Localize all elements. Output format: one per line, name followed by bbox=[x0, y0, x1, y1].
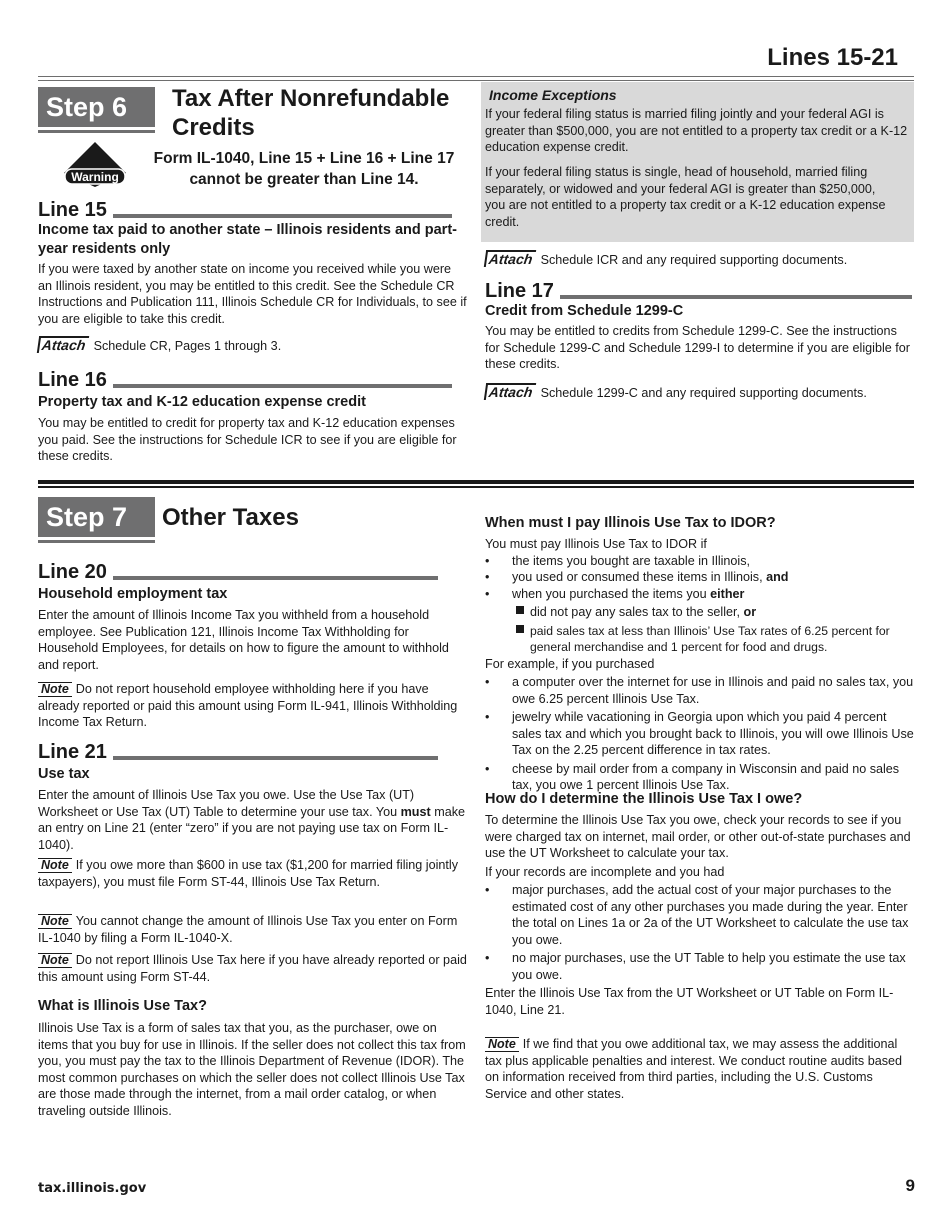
list-item: • jewelry while vacationing in Georgia upon which you paid 4 percent sales tax and which you brought back to Illinois, you will owe Illinois Use Tax on the 2.25 percent difference in tax rates. bbox=[485, 709, 915, 759]
line17-subtitle: Credit from Schedule 1299-C bbox=[485, 303, 684, 319]
list-item: • when you purchased the items you either bbox=[485, 586, 915, 603]
step6-title: Tax After Nonrefundable Credits bbox=[172, 85, 450, 141]
list-item: • major purchases, add the actual cost of your major purchases to the estimated cost of any other purchases you made during the year. Enter the total on Lines 1a or 2a of the UT Worksheet to calculate the use tax you owe. bbox=[485, 882, 913, 948]
line15-attach: Attach Schedule CR, Pages 1 through 3. bbox=[38, 336, 468, 355]
line21-body: Enter the amount of Illinois Use Tax you owe. Use the Use Tax (UT) Worksheet or Use Tax (UT) Table to determine your use tax. You must make an entry on Line 21 (enter “zero” if you are not paying use tax on Form IL-1040). bbox=[38, 788, 465, 852]
when-pay-list bbox=[485, 553, 915, 603]
what-is-body: Illinois Use Tax is a form of sales tax that you, as the purchaser, owe on items that you buy for use in Illinois. If the seller does not collect this tax from you, you must pay the tax to the Illinois Department of Revenue (IDOR). The most common purchases on which the seller does not collect Illinois Use Tax are those made through the internet, from a mail order catalog, or when traveling outside Illinois. bbox=[38, 1021, 466, 1118]
section-divider bbox=[38, 480, 914, 484]
footer-url[interactable]: tax.illinois.gov bbox=[38, 1181, 147, 1196]
section-divider-2 bbox=[38, 486, 914, 488]
line17-attach: Attach Schedule 1299-C and any required supporting documents. bbox=[485, 383, 915, 402]
list-item: • the items you bought are taxable in Illinois, bbox=[485, 553, 915, 570]
line20-body: Enter the amount of Illinois Income Tax you withheld from a household employee. See Publication 121, Illinois Income Tax Withholding for Household Employees, for details on how to figure the amount to withhold and report. bbox=[38, 608, 449, 672]
warning-icon bbox=[62, 141, 128, 189]
attach-icr: Attach Schedule ICR and any required supporting documents. bbox=[485, 250, 915, 269]
line15-heading: Line 15 bbox=[38, 199, 452, 221]
step6-underline bbox=[38, 130, 155, 133]
how-determine-note: Note If we find that you owe additional tax, we may assess the additional tax plus applicable penalties and interest. We conduct routine audits based on information received from third parties, including the U.S. Customs Service and other states. bbox=[485, 1037, 903, 1101]
step7-title: Other Taxes bbox=[162, 504, 299, 531]
line17-body: You may be entitled to credits from Schedule 1299-C. See the instructions for Schedule 1299-C and Schedule 1299-I to determine if you are eligible for these credits. bbox=[485, 324, 910, 371]
page-number: 9 bbox=[905, 1176, 915, 1195]
line21-note3: Note Do not report Illinois Use Tax here if you have already reported or paid this amount using Form ST-44. bbox=[38, 953, 467, 984]
line20-heading: Line 20 bbox=[38, 561, 438, 583]
line21-heading: Line 21 bbox=[38, 741, 438, 763]
line17-heading: Line 17 bbox=[485, 280, 912, 302]
note-icon: Note bbox=[38, 682, 72, 697]
example-list bbox=[485, 674, 915, 794]
page-title: Lines 15-21 bbox=[767, 44, 898, 71]
line20-note: Note Do not report household employee withholding here if you have already reported or paid this amount using Form IL-941, Illinois Withholding Income Tax Return. bbox=[38, 682, 458, 729]
list-item: • cheese by mail order from a company in Wisconsin and paid no sales tax, you owe 1 percent Illinois Use Tax. bbox=[485, 761, 915, 794]
header-rule-2 bbox=[38, 80, 914, 81]
what-is-title: What is Illinois Use Tax? bbox=[38, 998, 207, 1014]
svg-text:Warning: Warning bbox=[71, 170, 119, 184]
attach-icon: Attach bbox=[37, 336, 89, 353]
when-pay-block: You must pay Illinois Use Tax to IDOR if • the items you bought are taxable in Illinois, • you used or consumed these items in Illinois, and • when you purchased the items you either did not pay any sales tax to the seller, or paid sales tax at less than Illinois’ Use Tax rates of 6.25 percent for general merchandise and 1 percent for food and drugs. For example, if you purchased • a computer over the internet for use in Illinois and paid no sales tax, you owe 6.25 percent Illinois Use Tax. • jewelry while vacationing in Georgia upon which you paid 4 percent sales tax and which you brought back to Illinois, you will owe Illinois Use Tax on the 2.25 percent difference in tax rates. • cheese by mail order from a company in Wisconsin and paid no sales tax, you owe 1 percent Illinois Use Tax. bbox=[485, 536, 915, 794]
note-icon: Note bbox=[38, 858, 72, 873]
line16-heading: Line 16 bbox=[38, 369, 452, 391]
income-exceptions-para1: If your federal filing status is married filing jointly and your federal AGI is greater than $500,000, you are not entitled to a property tax credit or a K-12 education expense credit. bbox=[485, 107, 908, 154]
header-rule bbox=[38, 76, 914, 77]
step6-badge: Step 6 bbox=[38, 87, 155, 127]
note-icon: Note bbox=[38, 953, 72, 968]
line16-body: You may be entitled to credit for property tax and K-12 education expenses you paid. See the instructions for Schedule ICR to see if you are eligible for these credits. bbox=[38, 416, 457, 463]
line16-subtitle: Property tax and K-12 education expense credit bbox=[38, 394, 366, 410]
income-exceptions-title: Income Exceptions bbox=[489, 87, 617, 103]
list-item: paid sales tax at less than Illinois’ Use Tax rates of 6.25 percent for general merchandise and 1 percent for food and drugs. bbox=[485, 621, 915, 656]
step7-underline bbox=[38, 540, 155, 543]
line20-subtitle: Household employment tax bbox=[38, 586, 228, 602]
line21-subtitle: Use tax bbox=[38, 766, 90, 782]
when-pay-title: When must I pay Illinois Use Tax to IDOR? bbox=[485, 515, 776, 531]
list-item: • no major purchases, use the UT Table to help you estimate the use tax you owe. bbox=[485, 950, 913, 983]
list-item: did not pay any sales tax to the seller, or bbox=[485, 602, 915, 621]
list-item: • a computer over the internet for use in Illinois and paid no sales tax, you owe 6.25 percent Illinois Use Tax. bbox=[485, 674, 915, 707]
income-exceptions-para2: If your federal filing status is single, head of household, married filing separately, or widowed and your federal AGI is greater than $250,000, you are not entitled to a property tax credit or a K-12 education expense credit. bbox=[485, 165, 886, 229]
how-determine-block: To determine the Illinois Use Tax you owe, check your records to see if you were charged tax on internet, mail order, or other out-of-state purchases and use the UT Worksheet to calculate your tax. If your records are incomplete and you had • major purchases, add the actual cost of your major purchases to the estimated cost of any other purchases you made during the year. Enter the total on Lines 1a or 2a of the UT Worksheet to calculate the use tax you owe. • no major purchases, use the UT Table to help you estimate the use tax you owe. Enter the Illinois Use Tax from the UT Worksheet or UT Table on Form IL-1040, Line 21. bbox=[485, 812, 913, 1018]
how-determine-list bbox=[485, 882, 913, 983]
when-pay-sublist bbox=[485, 602, 915, 656]
attach-icon: Attach bbox=[484, 250, 536, 267]
note-icon: Note bbox=[485, 1037, 519, 1052]
note-icon: Note bbox=[38, 914, 72, 929]
how-determine-title: How do I determine the Illinois Use Tax I owe? bbox=[485, 791, 803, 807]
warning-text: Form IL-1040, Line 15 + Line 16 + Line 17 cannot be greater than Line 14. bbox=[153, 150, 455, 188]
line15-body: If you were taxed by another state on income you received while you were an Illinois resident, you may be entitled to this credit. See the Schedule CR Instructions and Publication 111, Illinois Schedule CR for Individuals, to see if you are eligible to take this credit. bbox=[38, 262, 467, 326]
attach-icon: Attach bbox=[484, 383, 536, 400]
list-item: • you used or consumed these items in Illinois, and bbox=[485, 569, 915, 586]
line21-note1: Note If you owe more than $600 in use tax ($1,200 for married filing jointly taxpayers), you must file Form ST-44, Illinois Use Tax Return. bbox=[38, 858, 458, 889]
line21-note2: Note You cannot change the amount of Illinois Use Tax you enter on Form IL-1040 by filing a Form IL-1040-X. bbox=[38, 914, 458, 945]
line15-subtitle: Income tax paid to another state – Illinois residents and part-year residents only bbox=[38, 222, 457, 257]
step7-badge: Step 7 bbox=[38, 497, 155, 537]
